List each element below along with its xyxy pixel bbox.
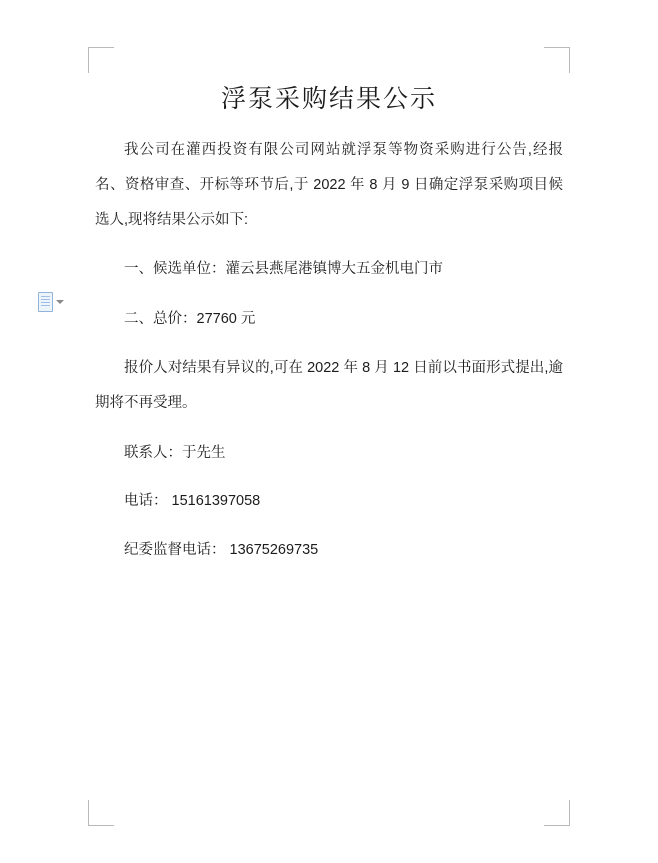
- document-icon: [38, 292, 53, 312]
- document-body: [95, 118, 563, 581]
- paragraph-phone: 电话： 15161397058: [124, 493, 261, 509]
- chevron-down-icon[interactable]: [56, 300, 64, 304]
- crop-mark-bottom-left: [88, 800, 114, 826]
- crop-mark-top-right: [544, 47, 570, 73]
- crop-mark-top-left: [88, 47, 114, 73]
- paragraph-contact-person: 联系人：于先生: [124, 444, 226, 461]
- margin-attachment-marker[interactable]: [38, 292, 64, 312]
- crop-mark-bottom-right: [544, 800, 570, 826]
- paragraph-intro: 我公司在灌西投资有限公司网站就浮泵等物资采购进行公告,经报名、资格审查、开标等环节后,于 2022 年 8 月 9 日确定浮泵采购项目候选人,现将结果公示如下:: [95, 141, 563, 228]
- paragraph-objection-notice: 报价人对结果有异议的,可在 2022 年 8 月 12 日前以书面形式提出,逾期将不再受理。: [95, 360, 563, 411]
- page-title: 浮泵采购结果公示: [220, 86, 437, 113]
- paragraph-total-price: 二、总价：27760 元: [124, 310, 256, 327]
- paragraph-supervision-phone: 纪委监督电话： 13675269735: [124, 541, 319, 558]
- paragraph-candidate-unit: 一、候选单位：灌云县燕尾港镇博大五金机电门市: [124, 261, 443, 277]
